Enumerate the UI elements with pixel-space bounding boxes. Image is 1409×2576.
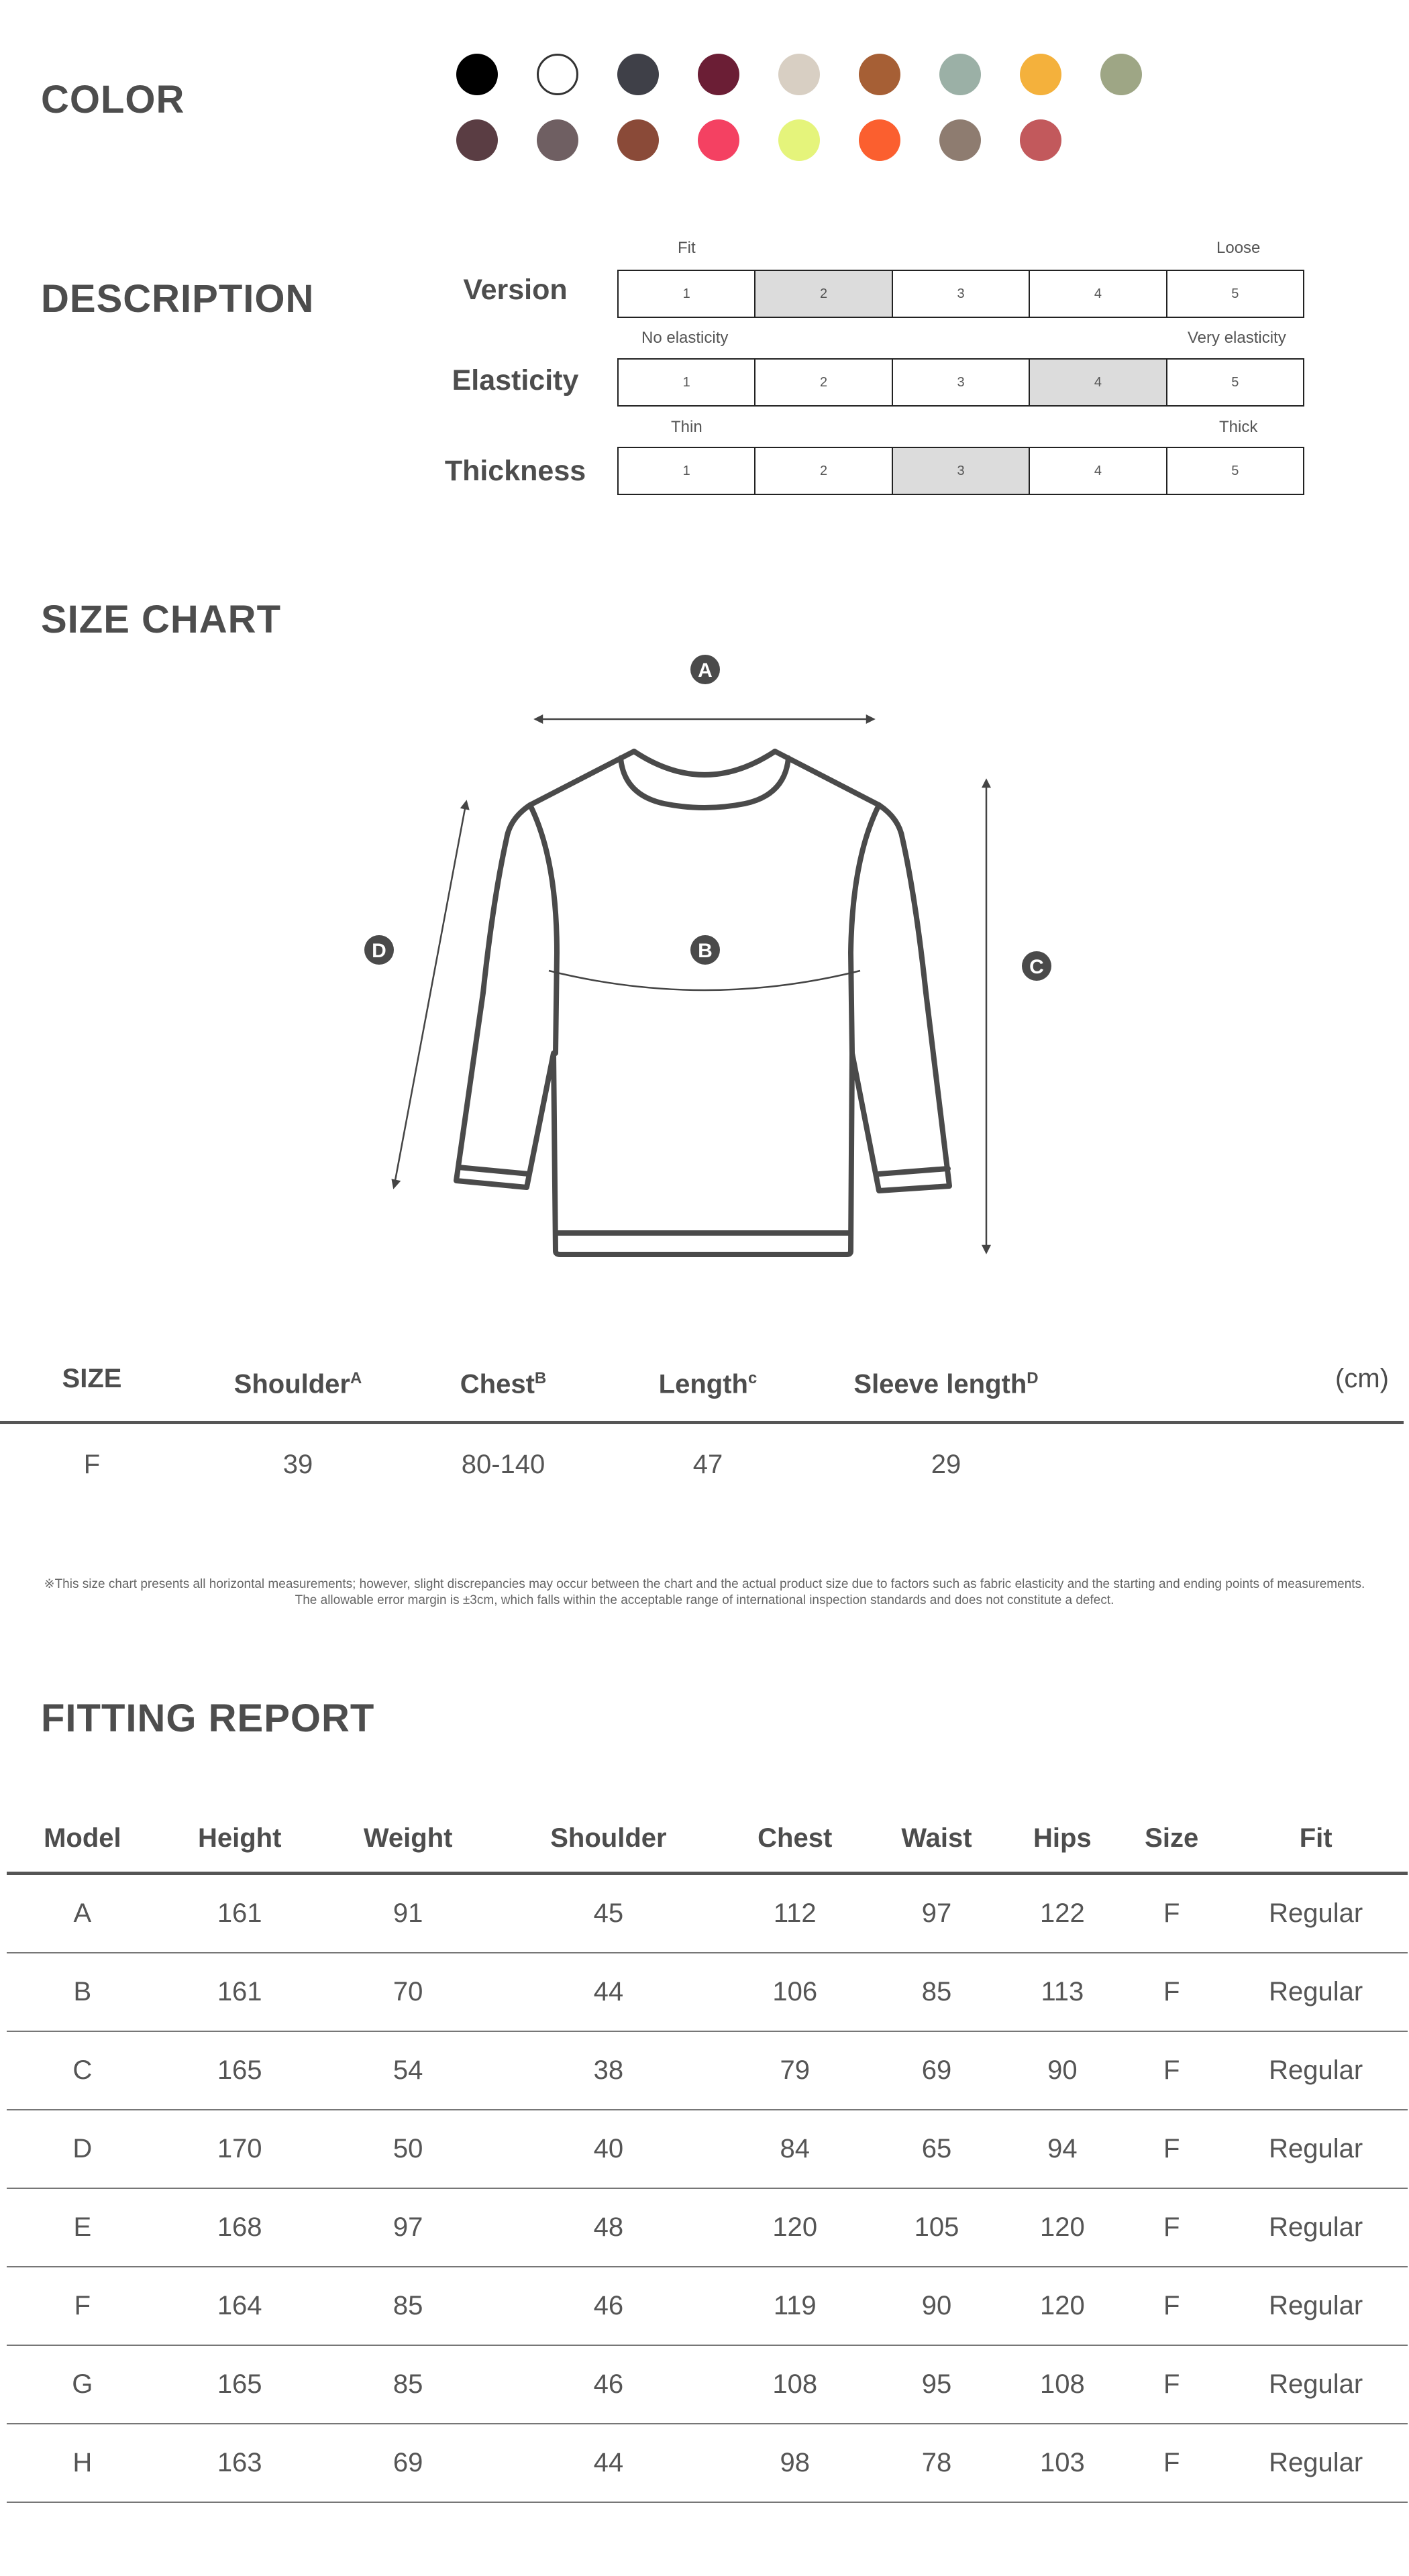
fitting-cell: 108 bbox=[722, 2345, 868, 2424]
size-header-chest: Chest$^B$ bbox=[460, 1369, 547, 1399]
fitting-cell: C bbox=[7, 2031, 158, 2110]
fitting-cell: 44 bbox=[495, 2424, 723, 2502]
measure-b-arrow bbox=[549, 971, 860, 990]
fitting-cell: 44 bbox=[495, 1953, 723, 2031]
length-superscript: c bbox=[747, 1369, 758, 1387]
fitting-cell: E bbox=[7, 2188, 158, 2267]
badge-b bbox=[690, 935, 720, 965]
elasticity-high-note: Very elasticity bbox=[1188, 329, 1286, 347]
thickness-low-note: Thin bbox=[671, 418, 702, 436]
fitting-cell: D bbox=[7, 2110, 158, 2188]
fitting-cell: 122 bbox=[1006, 1874, 1119, 1953]
color-swatch bbox=[778, 119, 820, 161]
swatch-row-1 bbox=[456, 54, 1161, 94]
scale-cell: 4 bbox=[1030, 271, 1167, 317]
fitting-cell: H bbox=[7, 2424, 158, 2502]
fitting-cell: 164 bbox=[158, 2267, 321, 2345]
size-cell-shoulder: 39 bbox=[282, 1450, 313, 1479]
fitting-cell: 98 bbox=[722, 2424, 868, 2502]
fitting-header-cell: Fit bbox=[1224, 1805, 1408, 1874]
chest-superscript: B bbox=[534, 1369, 547, 1387]
fitting-cell: Regular bbox=[1224, 2267, 1408, 2345]
table-row bbox=[7, 2345, 1408, 2424]
sleeve-superscript: D bbox=[1027, 1369, 1039, 1387]
thickness-high-note: Thick bbox=[1219, 418, 1258, 436]
swatch-row-2 bbox=[456, 119, 1161, 160]
size-cell-length: 47 bbox=[692, 1450, 723, 1479]
fitting-cell: 95 bbox=[868, 2345, 1005, 2424]
elasticity-low-note: No elasticity bbox=[641, 329, 729, 347]
fitting-header-cell: Hips bbox=[1006, 1805, 1119, 1874]
sweatshirt-outline bbox=[456, 751, 949, 1254]
size-header-shoulder: Shoulder$^A$ bbox=[233, 1369, 362, 1399]
color-swatch bbox=[1020, 119, 1061, 161]
table-row bbox=[7, 1953, 1408, 2031]
fitting-cell: Regular bbox=[1224, 2110, 1408, 2188]
fitting-cell: 163 bbox=[158, 2424, 321, 2502]
table-row bbox=[7, 2031, 1408, 2110]
fitting-cell: Regular bbox=[1224, 2031, 1408, 2110]
fitting-cell: 46 bbox=[495, 2345, 723, 2424]
size-header-sleeve: Sleeve length$^D$ bbox=[853, 1369, 1039, 1399]
size-table-header bbox=[0, 1348, 1409, 1409]
fitting-cell: Regular bbox=[1224, 1874, 1408, 1953]
fitting-cell: 65 bbox=[868, 2110, 1005, 2188]
fitting-cell: Regular bbox=[1224, 2188, 1408, 2267]
color-swatch bbox=[617, 54, 659, 95]
fitting-cell: A bbox=[7, 1874, 158, 1953]
fitting-cell: F bbox=[1119, 2424, 1224, 2502]
fitting-cell: 69 bbox=[868, 2031, 1005, 2110]
size-chart-section-title: SIZE CHART bbox=[41, 598, 281, 641]
elasticity-label: Elasticity bbox=[452, 364, 579, 396]
fitting-cell: Regular bbox=[1224, 2424, 1408, 2502]
color-swatches bbox=[456, 54, 1161, 185]
color-swatch bbox=[778, 54, 820, 95]
version-high-note: Loose bbox=[1216, 239, 1261, 257]
scale-cell: 1 bbox=[619, 271, 755, 317]
scale-cell: 4 bbox=[1030, 448, 1167, 494]
version-low-note: Fit bbox=[678, 239, 696, 257]
size-note-line2: The allowable error margin is ±3cm, which falls within the acceptable range of international inspection standards and does not constitute a defect. bbox=[295, 1593, 1114, 1607]
fitting-cell: 48 bbox=[495, 2188, 723, 2267]
fitting-cell: 38 bbox=[495, 2031, 723, 2110]
scale-cell: 3 bbox=[893, 448, 1030, 494]
fitting-cell: 119 bbox=[722, 2267, 868, 2345]
fitting-cell: 85 bbox=[321, 2345, 495, 2424]
table-row bbox=[7, 2110, 1408, 2188]
scale-cell: 3 bbox=[893, 360, 1030, 405]
fitting-cell: F bbox=[1119, 2267, 1224, 2345]
fitting-cell: 105 bbox=[868, 2188, 1005, 2267]
fitting-cell: 97 bbox=[868, 1874, 1005, 1953]
fitting-cell: 120 bbox=[722, 2188, 868, 2267]
size-table-rule bbox=[0, 1421, 1404, 1424]
size-cell-sleeve: 29 bbox=[931, 1450, 961, 1479]
fitting-cell: 103 bbox=[1006, 2424, 1119, 2502]
badge-d bbox=[364, 935, 394, 965]
size-header-unit: (cm) bbox=[1335, 1364, 1389, 1393]
scale-cell: 2 bbox=[755, 360, 892, 405]
color-swatch bbox=[456, 119, 498, 161]
fitting-cell: 108 bbox=[1006, 2345, 1119, 2424]
table-row bbox=[7, 1874, 1408, 1953]
size-cell-chest: 80-140 bbox=[461, 1450, 545, 1479]
size-header-size: SIZE bbox=[62, 1364, 122, 1393]
fitting-cell: 90 bbox=[1006, 2031, 1119, 2110]
color-swatch bbox=[537, 119, 578, 161]
fitting-cell: 54 bbox=[321, 2031, 495, 2110]
svg-text:D: D bbox=[372, 940, 386, 962]
fitting-cell: Regular bbox=[1224, 2345, 1408, 2424]
scale-cell: 1 bbox=[619, 360, 755, 405]
fitting-cell: 94 bbox=[1006, 2110, 1119, 2188]
fitting-cell: F bbox=[1119, 2110, 1224, 2188]
fitting-body bbox=[7, 1874, 1408, 2503]
fitting-cell: Regular bbox=[1224, 1953, 1408, 2031]
version-label: Version bbox=[463, 274, 568, 306]
fitting-cell: 46 bbox=[495, 2267, 723, 2345]
fitting-cell: 161 bbox=[158, 1874, 321, 1953]
fitting-cell: 91 bbox=[321, 1874, 495, 1953]
fitting-cell: 120 bbox=[1006, 2267, 1119, 2345]
table-row bbox=[7, 2267, 1408, 2345]
measure-a-arrow bbox=[535, 716, 874, 722]
color-swatch bbox=[456, 54, 498, 95]
color-swatch bbox=[859, 54, 900, 95]
color-swatch bbox=[537, 54, 578, 95]
color-section-title: COLOR bbox=[41, 78, 185, 121]
fitting-report-table bbox=[7, 1805, 1408, 2503]
svg-text:C: C bbox=[1029, 956, 1044, 978]
fitting-cell: 168 bbox=[158, 2188, 321, 2267]
measure-c-arrow bbox=[983, 780, 990, 1252]
size-table-row bbox=[0, 1434, 1409, 1495]
color-swatch bbox=[617, 119, 659, 161]
scale-cell: 5 bbox=[1231, 286, 1239, 301]
fitting-cell: 40 bbox=[495, 2110, 723, 2188]
fitting-cell: 165 bbox=[158, 2345, 321, 2424]
scale-cell: 5 bbox=[1231, 374, 1239, 390]
scale-cell: 3 bbox=[893, 271, 1030, 317]
fitting-cell: 90 bbox=[868, 2267, 1005, 2345]
fitting-header-cell: Shoulder bbox=[495, 1805, 723, 1874]
color-swatch bbox=[859, 119, 900, 161]
fitting-cell: G bbox=[7, 2345, 158, 2424]
thickness-label: Thickness bbox=[444, 455, 586, 487]
fitting-header-cell: Height bbox=[158, 1805, 321, 1874]
description-section-title: DESCRIPTION bbox=[41, 277, 315, 321]
fitting-header-cell: Chest bbox=[722, 1805, 868, 1874]
size-note-line1: ※This size chart presents all horizontal measurements; however, slight discrepancies may occur between the chart and the actual product size due to factors such as fabric elasticity and the starting and ending points of measurements. bbox=[44, 1577, 1365, 1591]
size-cell-size: F bbox=[83, 1450, 101, 1479]
scale-cell: 5 bbox=[1231, 463, 1239, 478]
size-header-length: Length$^c$ bbox=[658, 1369, 758, 1399]
color-swatch bbox=[1100, 54, 1142, 95]
fitting-header-cell: Waist bbox=[868, 1805, 1005, 1874]
fitting-cell: 50 bbox=[321, 2110, 495, 2188]
shoulder-superscript: A bbox=[350, 1369, 362, 1387]
scale-cell: 1 bbox=[619, 448, 755, 494]
fitting-header-cell: Model bbox=[7, 1805, 158, 1874]
color-swatch bbox=[1020, 54, 1061, 95]
fitting-cell: 85 bbox=[321, 2267, 495, 2345]
badge-a bbox=[690, 655, 720, 684]
fitting-header-cell: Size bbox=[1119, 1805, 1224, 1874]
fitting-cell: F bbox=[1119, 1874, 1224, 1953]
color-swatch bbox=[698, 119, 739, 161]
version-scale bbox=[617, 270, 1304, 318]
scale-cell: 2 bbox=[755, 271, 892, 317]
fitting-cell: 112 bbox=[722, 1874, 868, 1953]
svg-text:A: A bbox=[698, 659, 713, 682]
fitting-header-cell: Weight bbox=[321, 1805, 495, 1874]
svg-text:B: B bbox=[698, 940, 713, 962]
fitting-cell: 79 bbox=[722, 2031, 868, 2110]
fitting-cell: 113 bbox=[1006, 1953, 1119, 2031]
fitting-cell: F bbox=[7, 2267, 158, 2345]
scale-cell: 2 bbox=[755, 448, 892, 494]
thickness-scale bbox=[617, 447, 1304, 495]
fitting-cell: 106 bbox=[722, 1953, 868, 2031]
fitting-cell: 69 bbox=[321, 2424, 495, 2502]
fitting-cell: F bbox=[1119, 2188, 1224, 2267]
fitting-cell: F bbox=[1119, 1953, 1224, 2031]
fitting-cell: F bbox=[1119, 2031, 1224, 2110]
elasticity-scale bbox=[617, 358, 1304, 407]
fitting-cell: 78 bbox=[868, 2424, 1005, 2502]
fitting-cell: 70 bbox=[321, 1953, 495, 2031]
table-row bbox=[7, 2424, 1408, 2502]
measure-d-arrow bbox=[393, 802, 468, 1187]
badge-c bbox=[1022, 951, 1051, 981]
fitting-cell: 45 bbox=[495, 1874, 723, 1953]
color-swatch bbox=[939, 119, 981, 161]
fitting-cell: B bbox=[7, 1953, 158, 2031]
table-row bbox=[7, 2188, 1408, 2267]
sweatshirt-diagram bbox=[0, 644, 1409, 1275]
fitting-cell: 161 bbox=[158, 1953, 321, 2031]
fitting-cell: 165 bbox=[158, 2031, 321, 2110]
color-swatch bbox=[939, 54, 981, 95]
fitting-cell: 85 bbox=[868, 1953, 1005, 2031]
fitting-report-section-title: FITTING REPORT bbox=[41, 1697, 375, 1740]
fitting-cell: F bbox=[1119, 2345, 1224, 2424]
fitting-cell: 97 bbox=[321, 2188, 495, 2267]
scale-cell: 4 bbox=[1030, 360, 1167, 405]
color-swatch bbox=[698, 54, 739, 95]
fitting-cell: 120 bbox=[1006, 2188, 1119, 2267]
fitting-cell: 84 bbox=[722, 2110, 868, 2188]
fitting-header-row bbox=[7, 1805, 1408, 1874]
fitting-cell: 170 bbox=[158, 2110, 321, 2188]
